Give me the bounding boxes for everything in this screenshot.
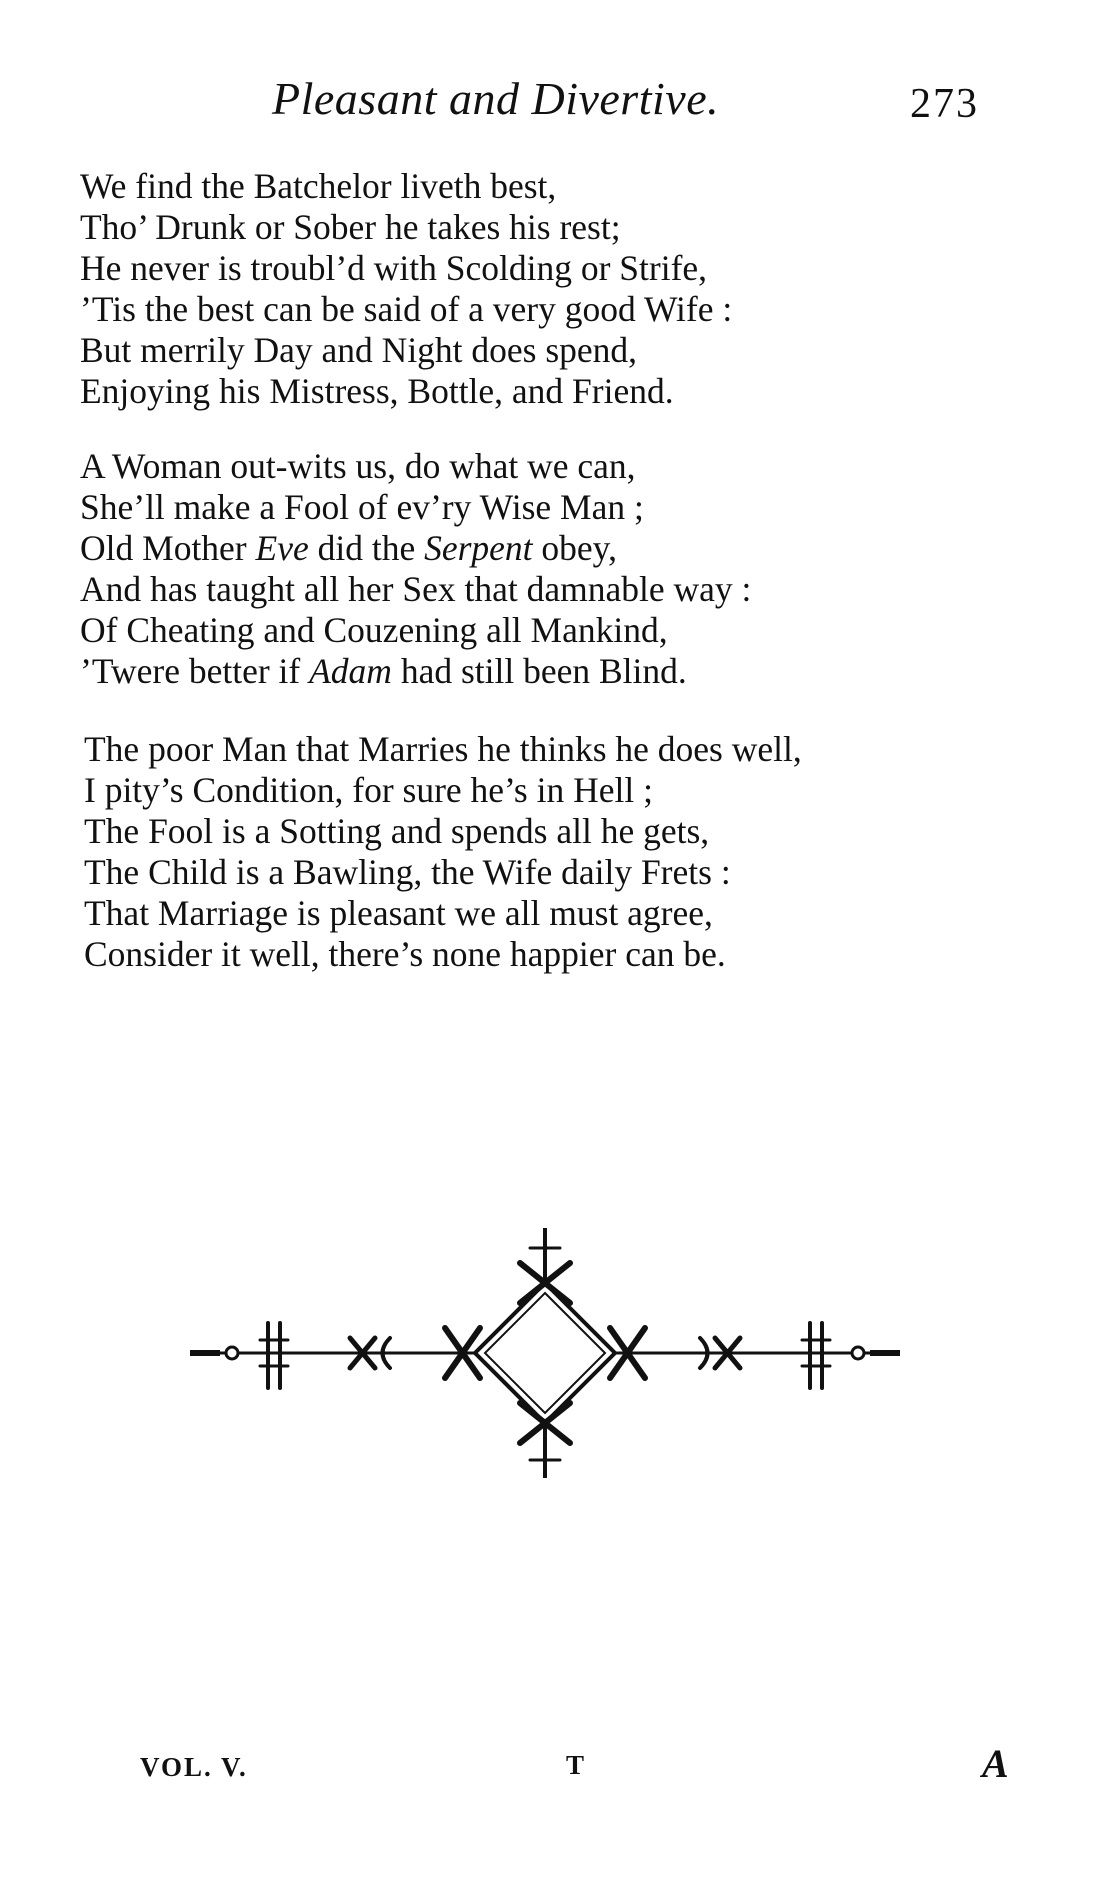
verse-text: Old Mother bbox=[80, 528, 256, 568]
page-title: Pleasant and Divertive. bbox=[272, 73, 720, 124]
stanza-1 bbox=[80, 166, 732, 412]
decorative-ornament-icon bbox=[190, 1228, 900, 1478]
verse-line: And has taught all her Sex that damnable way : bbox=[80, 569, 752, 609]
verse-text: did the bbox=[308, 528, 425, 568]
italic-name: Serpent bbox=[424, 528, 533, 568]
verse-line: The poor Man that Marries he thinks he does well, bbox=[84, 729, 802, 769]
signature-mark: T bbox=[566, 1750, 585, 1780]
verse-line: I pity’s Condition, for sure he’s in Hell ; bbox=[84, 770, 653, 810]
sheet-mark: A bbox=[982, 1741, 1009, 1786]
italic-name: Eve bbox=[255, 528, 309, 568]
verse-line: We find the Batchelor liveth best, bbox=[80, 166, 557, 206]
verse-line: But merrily Day and Night does spend, bbox=[80, 330, 638, 370]
verse-text: had still been Blind. bbox=[391, 651, 687, 691]
verse-line: She’ll make a Fool of ev’ry Wise Man ; bbox=[80, 487, 644, 527]
volume-label: VOL. V. bbox=[140, 1752, 248, 1782]
verse-line: The Child is a Bawling, the Wife daily Frets : bbox=[84, 852, 731, 892]
verse-line: Consider it well, there’s none happier can be. bbox=[84, 934, 726, 974]
verse-line: A Woman out-wits us, do what we can, bbox=[80, 446, 636, 486]
verse-text: obey, bbox=[532, 528, 617, 568]
verse-line: ’Tis the best can be said of a very good Wife : bbox=[80, 289, 733, 329]
stanza-3 bbox=[84, 729, 802, 975]
verse-line bbox=[80, 528, 751, 569]
verse-line: Enjoying his Mistress, Bottle, and Friend. bbox=[80, 371, 674, 411]
verse-line: That Marriage is pleasant we all must agree, bbox=[84, 893, 713, 933]
verse-line: Of Cheating and Couzening all Mankind, bbox=[80, 610, 668, 650]
verse-line: Tho’ Drunk or Sober he takes his rest; bbox=[80, 207, 621, 247]
verse-text: ’Twere better if bbox=[80, 651, 310, 691]
verse-line: He never is troubl’d with Scolding or Strife, bbox=[80, 248, 708, 288]
italic-name: Adam bbox=[309, 651, 392, 691]
page-number: 273 bbox=[910, 81, 979, 127]
stanza-2 bbox=[80, 446, 751, 692]
verse-line bbox=[80, 651, 751, 692]
verse-line: The Fool is a Sotting and spends all he gets, bbox=[84, 811, 710, 851]
